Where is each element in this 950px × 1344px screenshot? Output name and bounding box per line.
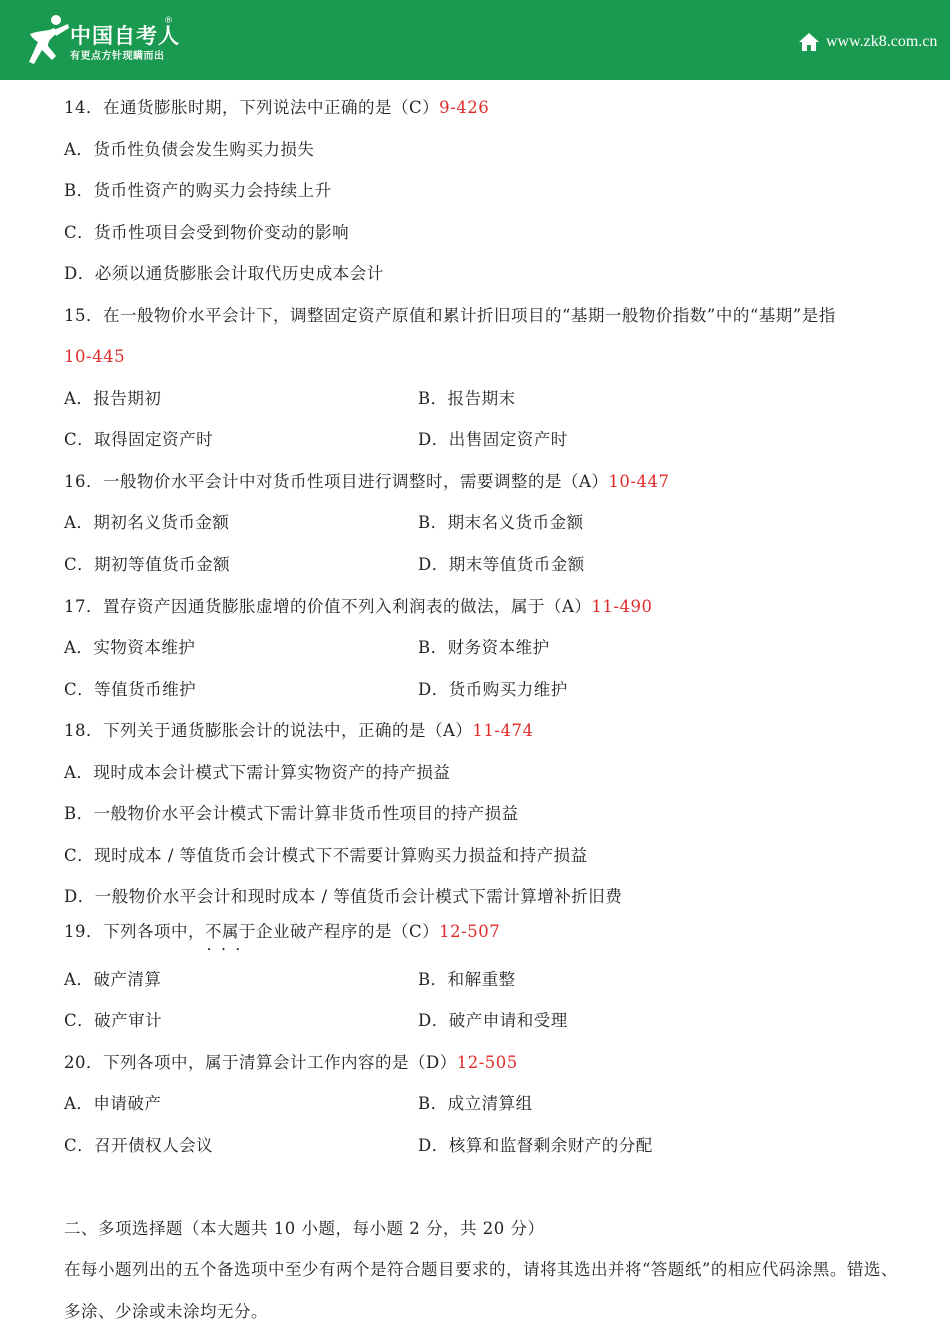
question-19-option-d: D．破产申请和受理: [418, 1011, 568, 1030]
question-20-option-c: C．召开债权人会议: [64, 1136, 214, 1155]
question-19-option-a: A．破产清算: [64, 970, 162, 989]
section-2-instruction-continued: 多涂、少涂或未涂均无分。: [64, 1302, 268, 1321]
question-19-stem: [64, 921, 500, 943]
question-18-option-b: B．一般物价水平会计模式下需计算非货币性项目的持产损益: [64, 804, 519, 823]
question-18-option-a: A．现时成本会计模式下需计算实物资产的持产损益: [64, 763, 451, 782]
question-16-stem: [64, 471, 670, 493]
question-15-stem: 15．在一般物价水平会计下，调整固定资产原值和累计折旧项目的“基期一般物价指数”中的“基期”是指: [64, 306, 836, 325]
registered-mark: ®: [164, 16, 173, 26]
question-14-stem: [64, 97, 489, 119]
question-text: 企业破产程序的是（C）: [256, 922, 440, 941]
question-20-option-b: B．成立清算组: [418, 1094, 533, 1113]
question-16-option-d: D．期末等值货币金额: [418, 555, 585, 574]
question-text: 14．在通货膨胀时期，下列说法中正确的是（C）: [64, 98, 440, 117]
question-15-reference: 10-445: [64, 347, 126, 366]
question-14-option-d: D．必须以通货膨胀会计取代历史成本会计: [64, 264, 384, 283]
site-url-link[interactable]: www.zk8.com.cn: [826, 33, 938, 50]
page-reference: 11-490: [591, 597, 653, 616]
question-17-option-c: C．等值货币维护: [64, 680, 197, 699]
question-16-option-a: A．期初名义货币金额: [64, 513, 230, 532]
question-18-option-c: C．现时成本 / 等值货币会计模式下不需要计算购买力损益和持产损益: [64, 846, 588, 865]
question-17-option-b: B．财务资本维护: [418, 638, 550, 657]
emphasized-text: 不属于 • • •: [205, 922, 256, 941]
question-15-option-d: D．出售固定资产时: [418, 430, 568, 449]
question-14-option-b: B．货币性资产的购买力会持续上升: [64, 181, 332, 200]
page-reference: 12-505: [456, 1053, 518, 1072]
question-20-stem: [64, 1052, 518, 1074]
question-18-option-d: D．一般物价水平会计和现时成本 / 等值货币会计模式下需计算增补折旧费: [64, 887, 623, 906]
question-15-option-b: B．报告期末: [418, 389, 516, 408]
question-15-option-c: C．取得固定资产时: [64, 430, 214, 449]
question-17-option-a: A．实物资本维护: [64, 638, 196, 657]
question-15-option-a: A．报告期初: [64, 389, 162, 408]
page-reference: 9-426: [439, 98, 490, 117]
question-text: 20．下列各项中，属于清算会计工作内容的是（D）: [64, 1053, 457, 1072]
section-2-title: 二、多项选择题（本大题共 10 小题，每小题 2 分，共 20 分）: [64, 1219, 545, 1238]
question-19-option-c: C．破产审计: [64, 1011, 163, 1030]
question-17-option-d: D．货币购买力维护: [418, 680, 568, 699]
question-text: 18．下列关于通货膨胀会计的说法中，正确的是（A）: [64, 721, 473, 740]
question-20-option-d: D．核算和监督剩余财产的分配: [418, 1136, 653, 1155]
question-16-option-c: C．期初等值货币金额: [64, 555, 231, 574]
question-18-stem: [64, 720, 534, 742]
question-17-stem: [64, 596, 653, 618]
section-2-instruction: 在每小题列出的五个备选项中至少有两个是符合题目要求的，请将其选出并将“答题纸”的相应代码涂黑。错选、: [64, 1260, 898, 1279]
question-text: 16．一般物价水平会计中对货币性项目进行调整时，需要调整的是（A）: [64, 472, 609, 491]
question-text: 17．置存资产因通货膨胀虚增的价值不列入利润表的做法，属于（A）: [64, 597, 592, 616]
question-text: 19．下列各项中，: [64, 922, 205, 941]
page-reference: 10-447: [608, 472, 670, 491]
question-14-option-a: A．货币性负债会发生购买力损失: [64, 140, 315, 159]
page-reference: 12-507: [439, 922, 501, 941]
question-16-option-b: B．期末名义货币金额: [418, 513, 584, 532]
logo-title[interactable]: 中国自考人: [70, 24, 180, 48]
logo-slogan: 有更点方针现瞒而出: [70, 51, 165, 62]
page-reference: 11-474: [472, 721, 534, 740]
question-19-option-b: B．和解重整: [418, 970, 516, 989]
question-14-option-c: C．货币性项目会受到物价变动的影响: [64, 223, 350, 242]
question-20-option-a: A．申请破产: [64, 1094, 162, 1113]
